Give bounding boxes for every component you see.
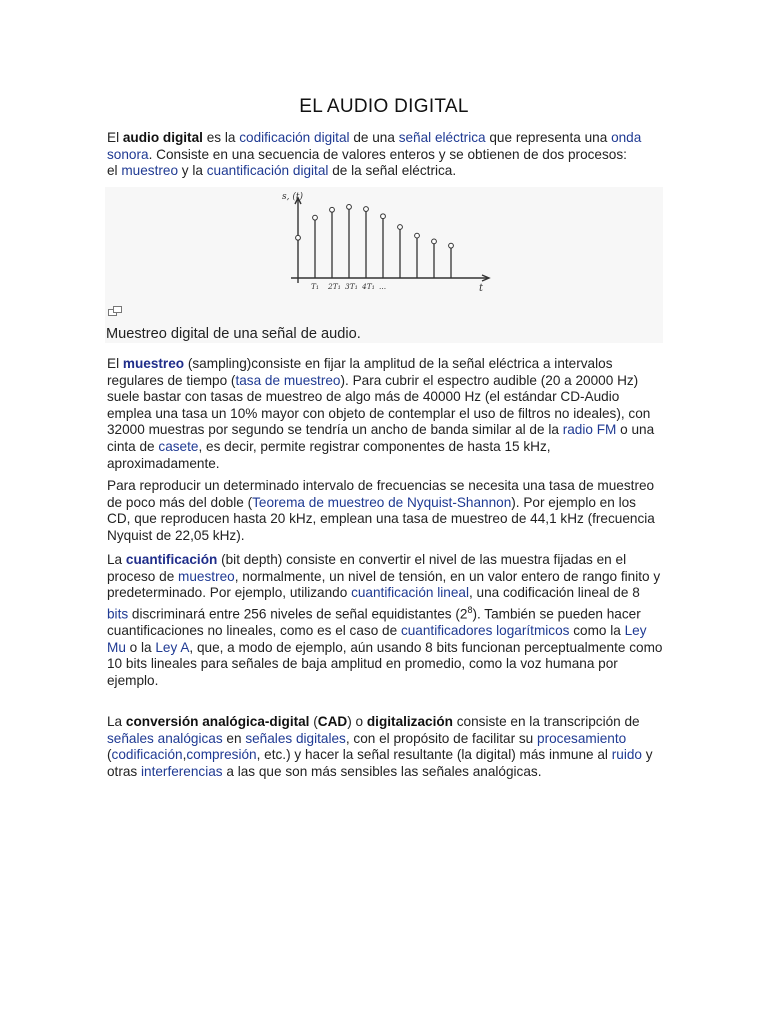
link-ley-a[interactable]: Ley A bbox=[155, 639, 190, 655]
link-codificacion[interactable]: codificación bbox=[111, 747, 183, 763]
sample-point bbox=[432, 239, 437, 244]
link-compresion[interactable]: compresión bbox=[186, 747, 257, 763]
link-radio-fm[interactable]: radio FM bbox=[562, 422, 617, 438]
sample-point bbox=[398, 225, 403, 230]
sample-point bbox=[415, 233, 420, 238]
x-tick-label: T₁ bbox=[311, 282, 320, 291]
term-digitalizacion: digitalización bbox=[366, 714, 453, 729]
sample-point bbox=[296, 235, 301, 240]
link-tasa-de-muestreo[interactable]: tasa de muestreo bbox=[235, 372, 341, 388]
x-tick-label: 2T₁ bbox=[328, 282, 341, 291]
sample-point bbox=[364, 207, 369, 212]
y-axis-label: s, (t) bbox=[282, 192, 303, 202]
term-audio-digital: audio digital bbox=[122, 130, 203, 145]
muestreo-paragraph: El muestreo (sampling)consiste en fijar la amplitud de la señal eléctrica a intervalos regulares de tiempo (tasa de muestreo). Para cubrir el espectro audible (20 a 20000 Hz) suele bastar con tasas de muestreo de algo más de 40000 Hz (el estándar CD-Audio emplea una tasa un 10% mayor con objeto de contemplar el uso de filtros no ideales), con 32000 muestras por segundo se tendría un ancho de banda similar al de la radio FM o una cinta de casete, es decir, permite registrar componentes de hasta 15 kHz, aproximadamente. bbox=[107, 356, 655, 471]
link-ruido[interactable]: ruido bbox=[611, 747, 642, 763]
x-tick-label: ... bbox=[379, 282, 387, 291]
link-muestreo-2[interactable]: muestreo bbox=[178, 568, 235, 584]
term-cuantificacion[interactable]: cuantificación bbox=[125, 552, 218, 567]
link-muestreo[interactable]: muestreo bbox=[121, 163, 179, 179]
term-conversion-analogica-digital: conversión analógica-digital bbox=[125, 714, 310, 729]
link-senales-digitales[interactable]: señales digitales bbox=[245, 730, 346, 746]
sample-point bbox=[313, 215, 318, 220]
link-cuantificacion-digital[interactable]: cuantificación digital bbox=[206, 163, 329, 179]
sample-point bbox=[330, 207, 335, 212]
link-casete[interactable]: casete bbox=[158, 438, 199, 454]
term-cad: CAD bbox=[317, 714, 348, 729]
intro-paragraph: El audio digital es la codificación digital de una señal eléctrica que representa una onda sonora. Consiste en una secuencia de valores enteros y se obtienen de dos procesos: el muestreo y la cuantificación digital de la señal eléctrica. bbox=[107, 130, 642, 179]
x-tick-label: 4T₁ bbox=[362, 282, 375, 291]
page-title: EL AUDIO DIGITAL bbox=[299, 96, 469, 117]
link-procesamiento[interactable]: procesamiento bbox=[537, 730, 627, 746]
sample-point bbox=[449, 243, 454, 248]
sampling-figure bbox=[105, 187, 663, 343]
link-senales-analogicas[interactable]: señales analógicas bbox=[107, 730, 223, 746]
cuantificacion-paragraph: La cuantificación (bit depth) consiste en convertir el nivel de las muestra fijadas en el proceso de muestreo, normalmente, un nivel de tensión, en un valor entero de rango finito y predeterminado. Por ejemplo, utilizando cuantificación lineal, una codificación lineal de 8 bits discriminará entre 256 niveles de señal equidistantes $(2^8)$. También se pueden hacer cuantificaciones no lineales, como es el caso de cuantificadores logarítmicos como la Ley Mu o la Ley A, que, a modo de ejemplo, aún usando 8 bits funcionan perceptualmente como 10 bits lineales para señales de baja amplitud en promedio, como la voz humana por ejemplo. bbox=[107, 552, 663, 688]
x-tick-label: 3T₁ bbox=[345, 282, 358, 291]
sampling-chart bbox=[105, 187, 663, 312]
link-onda-sonora[interactable]: onda sonora bbox=[107, 130, 642, 162]
sample-point bbox=[381, 214, 386, 219]
link-ley-mu[interactable]: Ley Mu bbox=[107, 622, 647, 655]
link-interferencias[interactable]: interferencias bbox=[141, 763, 223, 779]
link-senal-electrica[interactable]: señal eléctrica bbox=[398, 130, 486, 145]
link-bits[interactable]: bits bbox=[107, 606, 129, 622]
x-axis-label: t bbox=[479, 283, 484, 294]
sample-point bbox=[347, 205, 352, 210]
nyquist-paragraph: Para reproducir un determinado intervalo de frecuencias se necesita una tasa de muestreo de poco más del doble (Teorema de muestreo de Nyquist-Shannon). Por ejemplo en los CD, que reproducen hasta 20 kHz, emplean una tasa de muestreo de 44,1 kHz (frecuencia Nyquist de 22,05 kHz). bbox=[107, 478, 655, 543]
link-codificacion-digital[interactable]: codificación digital bbox=[239, 130, 350, 145]
link-cuantificadores-logaritmicos[interactable]: cuantificadores logarítmicos bbox=[400, 622, 570, 638]
link-teorema-nyquist-shannon[interactable]: Teorema de muestreo de Nyquist-Shannon bbox=[252, 494, 512, 510]
term-muestreo[interactable]: muestreo bbox=[122, 356, 185, 371]
figure-caption: Muestreo digital de una señal de audio. bbox=[106, 326, 361, 342]
link-cuantificacion-lineal[interactable]: cuantificación lineal bbox=[351, 585, 469, 601]
cad-paragraph: La conversión analógica-digital (CAD) o digitalización consiste en la transcripción de señales analógicas en señales digitales, con el propósito de facilitar su procesamiento (codificación,compresión, etc.) y hacer la señal resultante (la digital) más inmune al ruido y otras interferencias a las que son más sensibles las señales analógicas. bbox=[107, 714, 653, 779]
